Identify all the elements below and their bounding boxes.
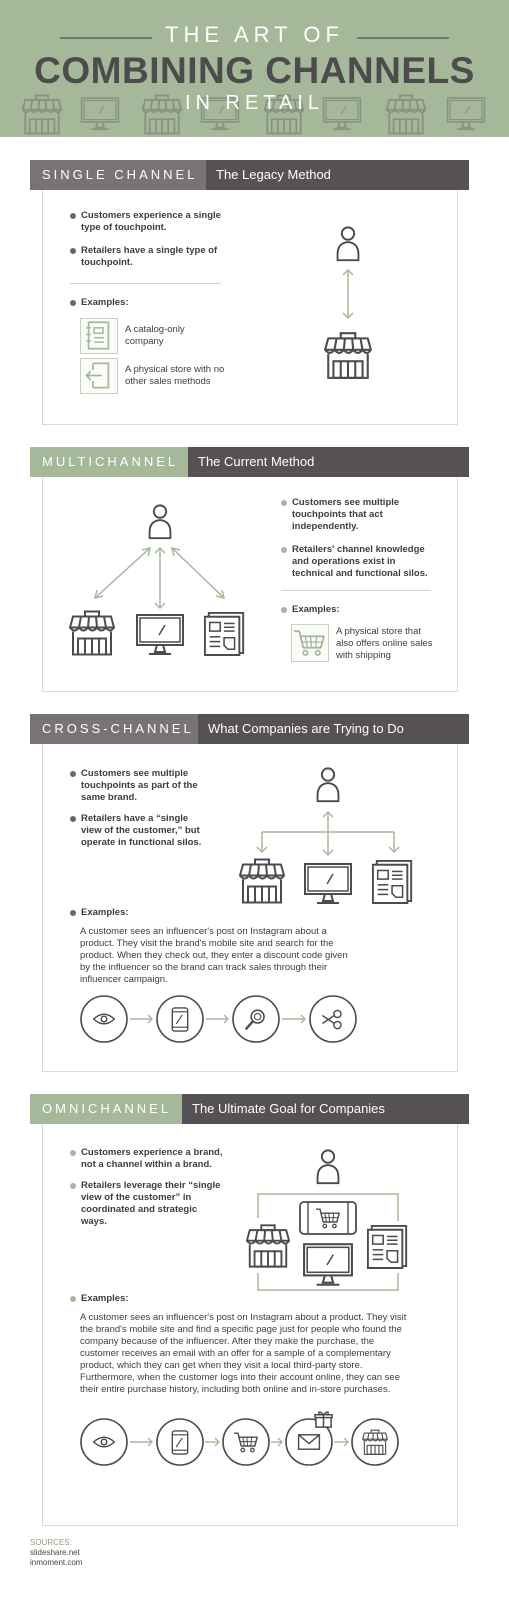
single-example-2: A physical store with no other sales methods (125, 364, 225, 387)
single-bullet-2 (81, 245, 221, 269)
cross-channel-label: CROSS-CHANNEL (30, 714, 198, 744)
omni-bullet-2 (81, 1180, 221, 1228)
header-title-line2: COMBINING CHANNELS (34, 50, 475, 91)
single-divider (70, 283, 221, 284)
multi-bullet-2-text: Retailers' channel knowledge and operations exist in technical and functional silos. (292, 544, 428, 579)
multi-bullet-1-text: Customers see multiple touchpoints that act independently. (292, 497, 400, 532)
shopping-cart-icon (292, 625, 327, 660)
catalog-icon (81, 319, 116, 352)
omni-example-text: A customer sees an influencer's post on Instagram about a product. They visit the brand's mobile site and find a specific page just for people who found the company because of the influencer. After they make the purchase, the customer receives an email with an offer for a sample of a complementary product, which they can get when they visit a local third-party store. Furthermore, when the customer logs into their account online, they can see their entire purchase history, including both online and in-store purchases. (80, 1312, 407, 1395)
single-bullet-1 (81, 210, 231, 234)
cross-example-text: A customer sees an influencer's post on Instagram about a product. They visit the brand's mobile site and search for the product. When they check out, they enter a discount code given by the influencer so the brand can track sales through their influencer campaign. (80, 926, 348, 985)
single-channel-title: The Legacy Method (206, 160, 469, 190)
cross-bullet-1-text: Customers see multiple touchpoints as part of the same brand. (81, 768, 198, 803)
multi-bullet-2 (292, 544, 432, 580)
single-example-1: A catalog-only company (125, 324, 185, 347)
single-channel-label: SINGLE CHANNEL (30, 160, 206, 190)
multi-examples-label-text: Examples: (292, 604, 340, 615)
shopping-cart-icon-box (291, 624, 329, 662)
multichannel-title: The Current Method (188, 447, 469, 477)
header-title-line1: THE ART OF (165, 22, 344, 47)
cross-bullet-2-text: Retailers have a “single view of the customer,” but operate in functional silos. (81, 813, 202, 848)
omnichannel-label: OMNICHANNEL (30, 1094, 182, 1124)
multi-example-1: A physical store that also offers online sales with shipping (336, 626, 433, 661)
omni-bullet-2-text: Retailers leverage their “single view of the customer” in coordinated and strategic ways. (81, 1180, 221, 1227)
multichannel-header (30, 447, 469, 477)
header-banner (0, 0, 509, 137)
cross-examples-label-text: Examples: (81, 907, 129, 918)
multichannel-label: MULTICHANNEL (30, 447, 188, 477)
omni-examples-label-text: Examples: (81, 1293, 129, 1304)
cross-channel-header (30, 714, 469, 744)
omnichannel-title: The Ultimate Goal for Companies (182, 1094, 469, 1124)
single-examples-label (81, 297, 181, 309)
single-examples-label-text: Examples: (81, 297, 129, 308)
store-entrance-icon-box (80, 358, 118, 394)
header-title-line3: IN RETAIL (184, 92, 325, 114)
multi-examples-label (292, 604, 392, 616)
source-inmoment: inmoment.com (30, 1558, 83, 1567)
store-entrance-icon (81, 359, 116, 392)
single-channel-header (30, 160, 469, 190)
sources-label: SOURCES: (30, 1538, 72, 1547)
sources-block (30, 1538, 82, 1568)
cross-bullet-2 (81, 813, 211, 849)
catalog-icon-box (80, 318, 118, 354)
multi-divider (281, 590, 431, 591)
source-slideshare: slideshare.net (30, 1548, 80, 1557)
omnichannel-header (30, 1094, 469, 1124)
omni-bullet-1 (81, 1147, 231, 1171)
single-bullet-2-text: Retailers have a single type of touchpoint. (81, 245, 218, 268)
omni-bullet-1-text: Customers experience a brand, not a channel within a brand. (81, 1147, 223, 1170)
multi-bullet-1 (292, 497, 422, 533)
cross-examples-label (81, 907, 181, 919)
omni-examples-label (81, 1293, 181, 1305)
cross-channel-title: What Companies are Trying to Do (198, 714, 469, 744)
cross-bullet-1 (81, 768, 211, 804)
single-bullet-1-text: Customers experience a single type of touchpoint. (81, 210, 221, 233)
